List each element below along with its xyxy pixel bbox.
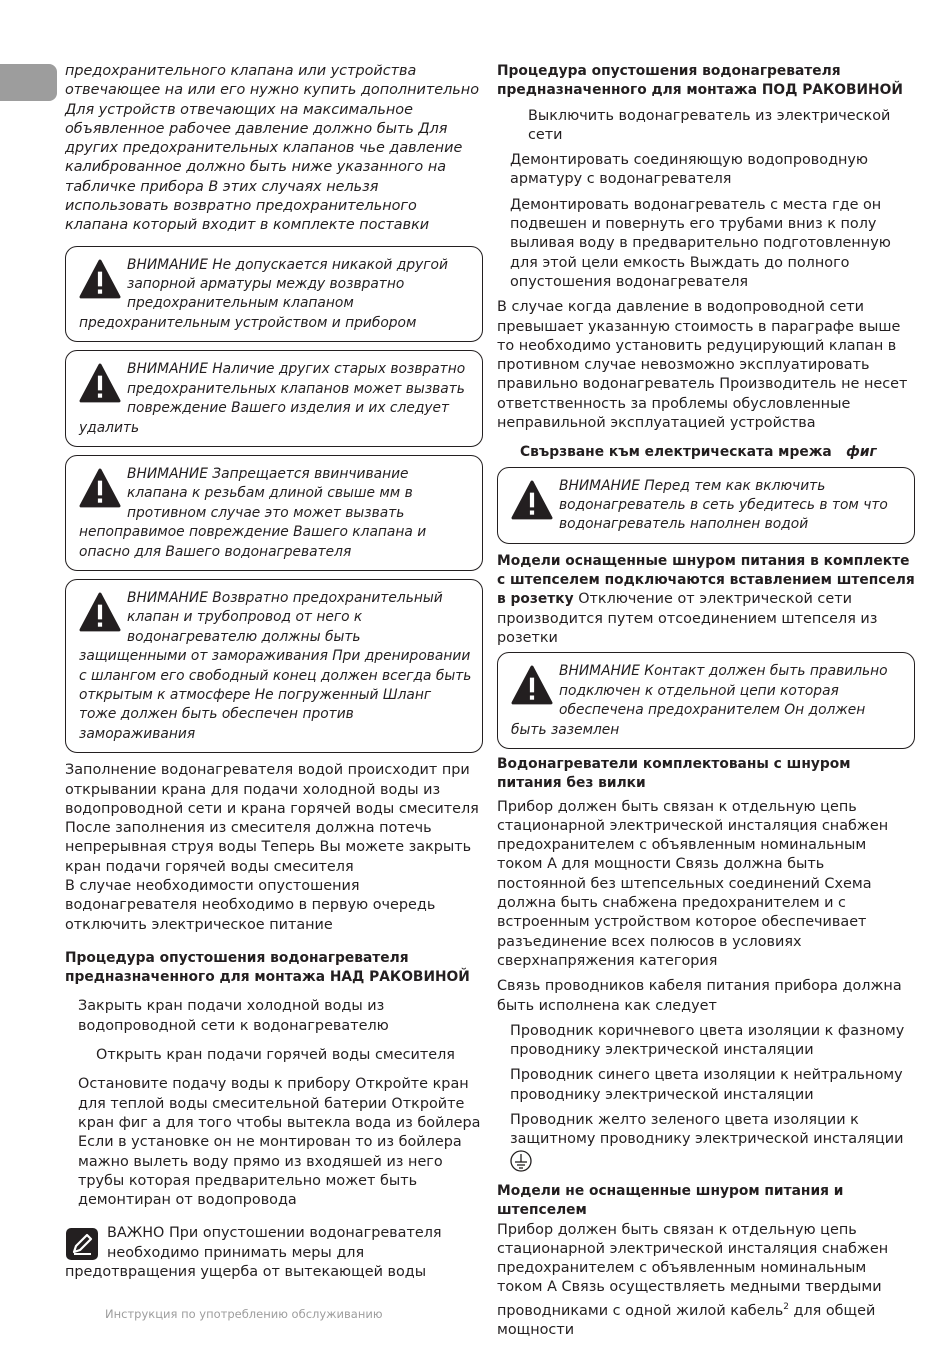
pencil-note-icon (65, 1227, 99, 1261)
r-step-1: Выключить водонагреватель из электрической сети (528, 107, 891, 143)
warning-text-3: ВНИМАНИЕ Запрещается ввинчивание клапана к резьбам длиной свыше мм в противном случае это может вызвать непоправимое повреждение Вашего клапана и опасно для Вашего водонагревателя (79, 465, 427, 560)
step-3: Остановите подачу воды к прибору Откройте кран для теплой воды смесительной батерии Откройте кран фиг а для того чтобы вытекла вода из бойлера Если в установке он не монтирован то из бойлера мажно вылеть воду прямо из входяшей из него трубы которая предварительно может быть демонтиран от водопровода (78, 1076, 481, 1209)
conductors-intro: Связь проводников кабеля питания прибора должна быть исполнена как следует (497, 978, 902, 1014)
warning-box-4 (65, 579, 483, 753)
plug-paragraph (497, 552, 915, 648)
warning-triangle-icon (511, 665, 553, 705)
left-column (65, 62, 483, 1282)
step-2: Открыть кран подачи горячей воды смесителя (96, 1047, 455, 1064)
r-step-2: Демонтировать соединяющую водопроводную арматуру с водонагревателя (510, 152, 869, 188)
warning-text-1: ВНИМАНИЕ Не допускается никакой другой запорной арматуры между возвратно предохранительным клапаном предохранительным устройством и прибором (79, 256, 448, 331)
r-step-3: Демонтировать водонагреватель с места где он подвешен и повернуть его трубами вниз к полу выливая воду в предварительно подготовленную для этой цели емкость Выждать до полного опустошения водонагревателя (510, 196, 891, 290)
empty-paragraph: В случае необходимости опустошения водонагревателя необходимо в первую очередь отключить электрическое питание (65, 877, 436, 933)
warning-triangle-icon (79, 468, 121, 508)
important-text: ВАЖНО При опустошении водонагревателя необходимо принимать меры для предотвращения ущерба от вытекающей воды (65, 1225, 442, 1281)
no-cord-end: для общей мощности (497, 1302, 876, 1338)
pressure-paragraph: В случае когда давление в водопроводной сети превышает указанную стоимость в параграфе выше то необходимо установить редуцирующий клапан в противном случае невозможно эксплуатировать правильно водонагреватель Производитель не несет ответственность за проблемы обусловленные неправильной эксплуатацией устройства (497, 299, 908, 432)
wire-3 (497, 1111, 915, 1172)
right-column (497, 62, 915, 1340)
heading-above-sink: Процедура опустошения водонагревателя предназначенного для монтажа НАД РАКОВИНОЙ (65, 949, 470, 986)
warning-box-1 (65, 246, 483, 343)
electrical-heading (497, 443, 915, 462)
heading-under-sink: Процедура опустошения водонагревателя предназначенного для монтажа ПОД РАКОВИНОЙ (497, 63, 903, 99)
no-cord-paragraph (497, 1221, 915, 1341)
no-plug-paragraph: Прибор должен быть связан к отдельную цепь стационарной электрической инсталяция снабжен предохранителем с объявленным номинальным током А для мощности Связь должна быть постоянной без штепсельных соединений Схема должна быть снабжена предохранителем и с встроенным устройством которое обеспечивает разъединение всех полюсов в условиях сверхнапряжения категория (497, 798, 889, 969)
warning-triangle-icon (79, 259, 121, 299)
intro-paragraph: предохранительного клапана или устройства отвечающее на или его нужно купить дополнительно Для устройств отвечающих на максимальное объявленное рабочее давление должно быть Для других предохранительных клапанов чье давление калиброванное должно быть ниже указанного на табличке прибора В этих случаях нельзя использовать возвратно предохранительного клапана который входит в комплекте поставки (65, 63, 480, 234)
plug-rest-text: Отключение от электрической сети производится путем отсоединением штепселя из розетки (497, 591, 878, 647)
no-plug-heading: Водонагреватели комплектованы с шнуром питания без вилки (497, 755, 851, 792)
no-cord-heading: Модели не оснащенные шнуром питания и штепселем (497, 1182, 844, 1219)
wire-3-text: Проводник желто зеленого цвета изоляции к защитному проводнику электрической инсталяции (510, 1112, 904, 1148)
warning-box-5 (497, 467, 915, 544)
warning-box-6 (497, 652, 915, 749)
warning-text-6: ВНИМАНИЕ Контакт должен быть правильно подключен к отдельной цепи которая обеспечена предохранителем Он должен быть заземлен (511, 663, 888, 738)
warning-text-2: ВНИМАНИЕ Наличие других старых возвратно предохранительных клапанов может вызвать повреждение Вашего изделия и их следует удалить (79, 361, 466, 436)
ground-symbol-icon (510, 1150, 532, 1172)
wire-2: Проводник синего цвета изоляции к нейтральному проводнику электрической инсталяции (510, 1067, 903, 1103)
page-tab-marker (0, 64, 57, 101)
warning-triangle-icon (511, 480, 553, 520)
warning-text-5: ВНИМАНИЕ Перед тем как включить водонагреватель в сеть убедитесь в том что водонагреватель наполнен водой (559, 477, 888, 533)
no-cord-text: Прибор должен быть связан к отдельную цепь стационарной электрической инсталяция снабжен предохранителем с объявленным номинальным током А Связь осуществляеть медными твердыми проводниками с одной жилой кабель (497, 1221, 889, 1319)
warning-triangle-icon (79, 363, 121, 403)
step-1: Закрыть кран подачи холодной воды из водопроводной сети к водонагревателю (78, 998, 389, 1034)
warning-text-4: ВНИМАНИЕ Возвратно предохранительный клапан и трубопровод от него к водонагревателю должны быть защищенными от замораживания При дренировании с шлангом его свободный конец должен всегда быть открытым к атмосфере Не погруженный Шланг тоже должен быть обеспечен против замораживания (79, 589, 472, 742)
fill-paragraph: Заполнение водонагревателя водой происходит при открывании крана для подачи холодной воды из водопроводной сети и крана горячей воды смесителя После заполнения из смесителя должна потечь непрерывная струя воды Теперь Вы можете закрыть кран подачи горячей воды смесителя (65, 762, 479, 875)
warning-triangle-icon (79, 592, 121, 632)
wire-1: Проводник коричневого цвета изоляции к фазному проводнику электрической инсталяции (510, 1022, 905, 1059)
warning-box-2 (65, 350, 483, 447)
electrical-heading-text: Свързване към електрическата мрежа (520, 444, 832, 461)
plug-bold-text: Модели оснащенные шнуром питания в комплекте с штепселем подключаются вставлением штепселя в розетку (497, 552, 915, 608)
no-cord-superscript: 2 (783, 1301, 789, 1312)
important-note (65, 1224, 483, 1282)
warning-box-3 (65, 455, 483, 571)
electrical-heading-fig: фиг (846, 444, 877, 461)
page-footer: Инструкция по употреблению обслуживанию (105, 1307, 383, 1321)
